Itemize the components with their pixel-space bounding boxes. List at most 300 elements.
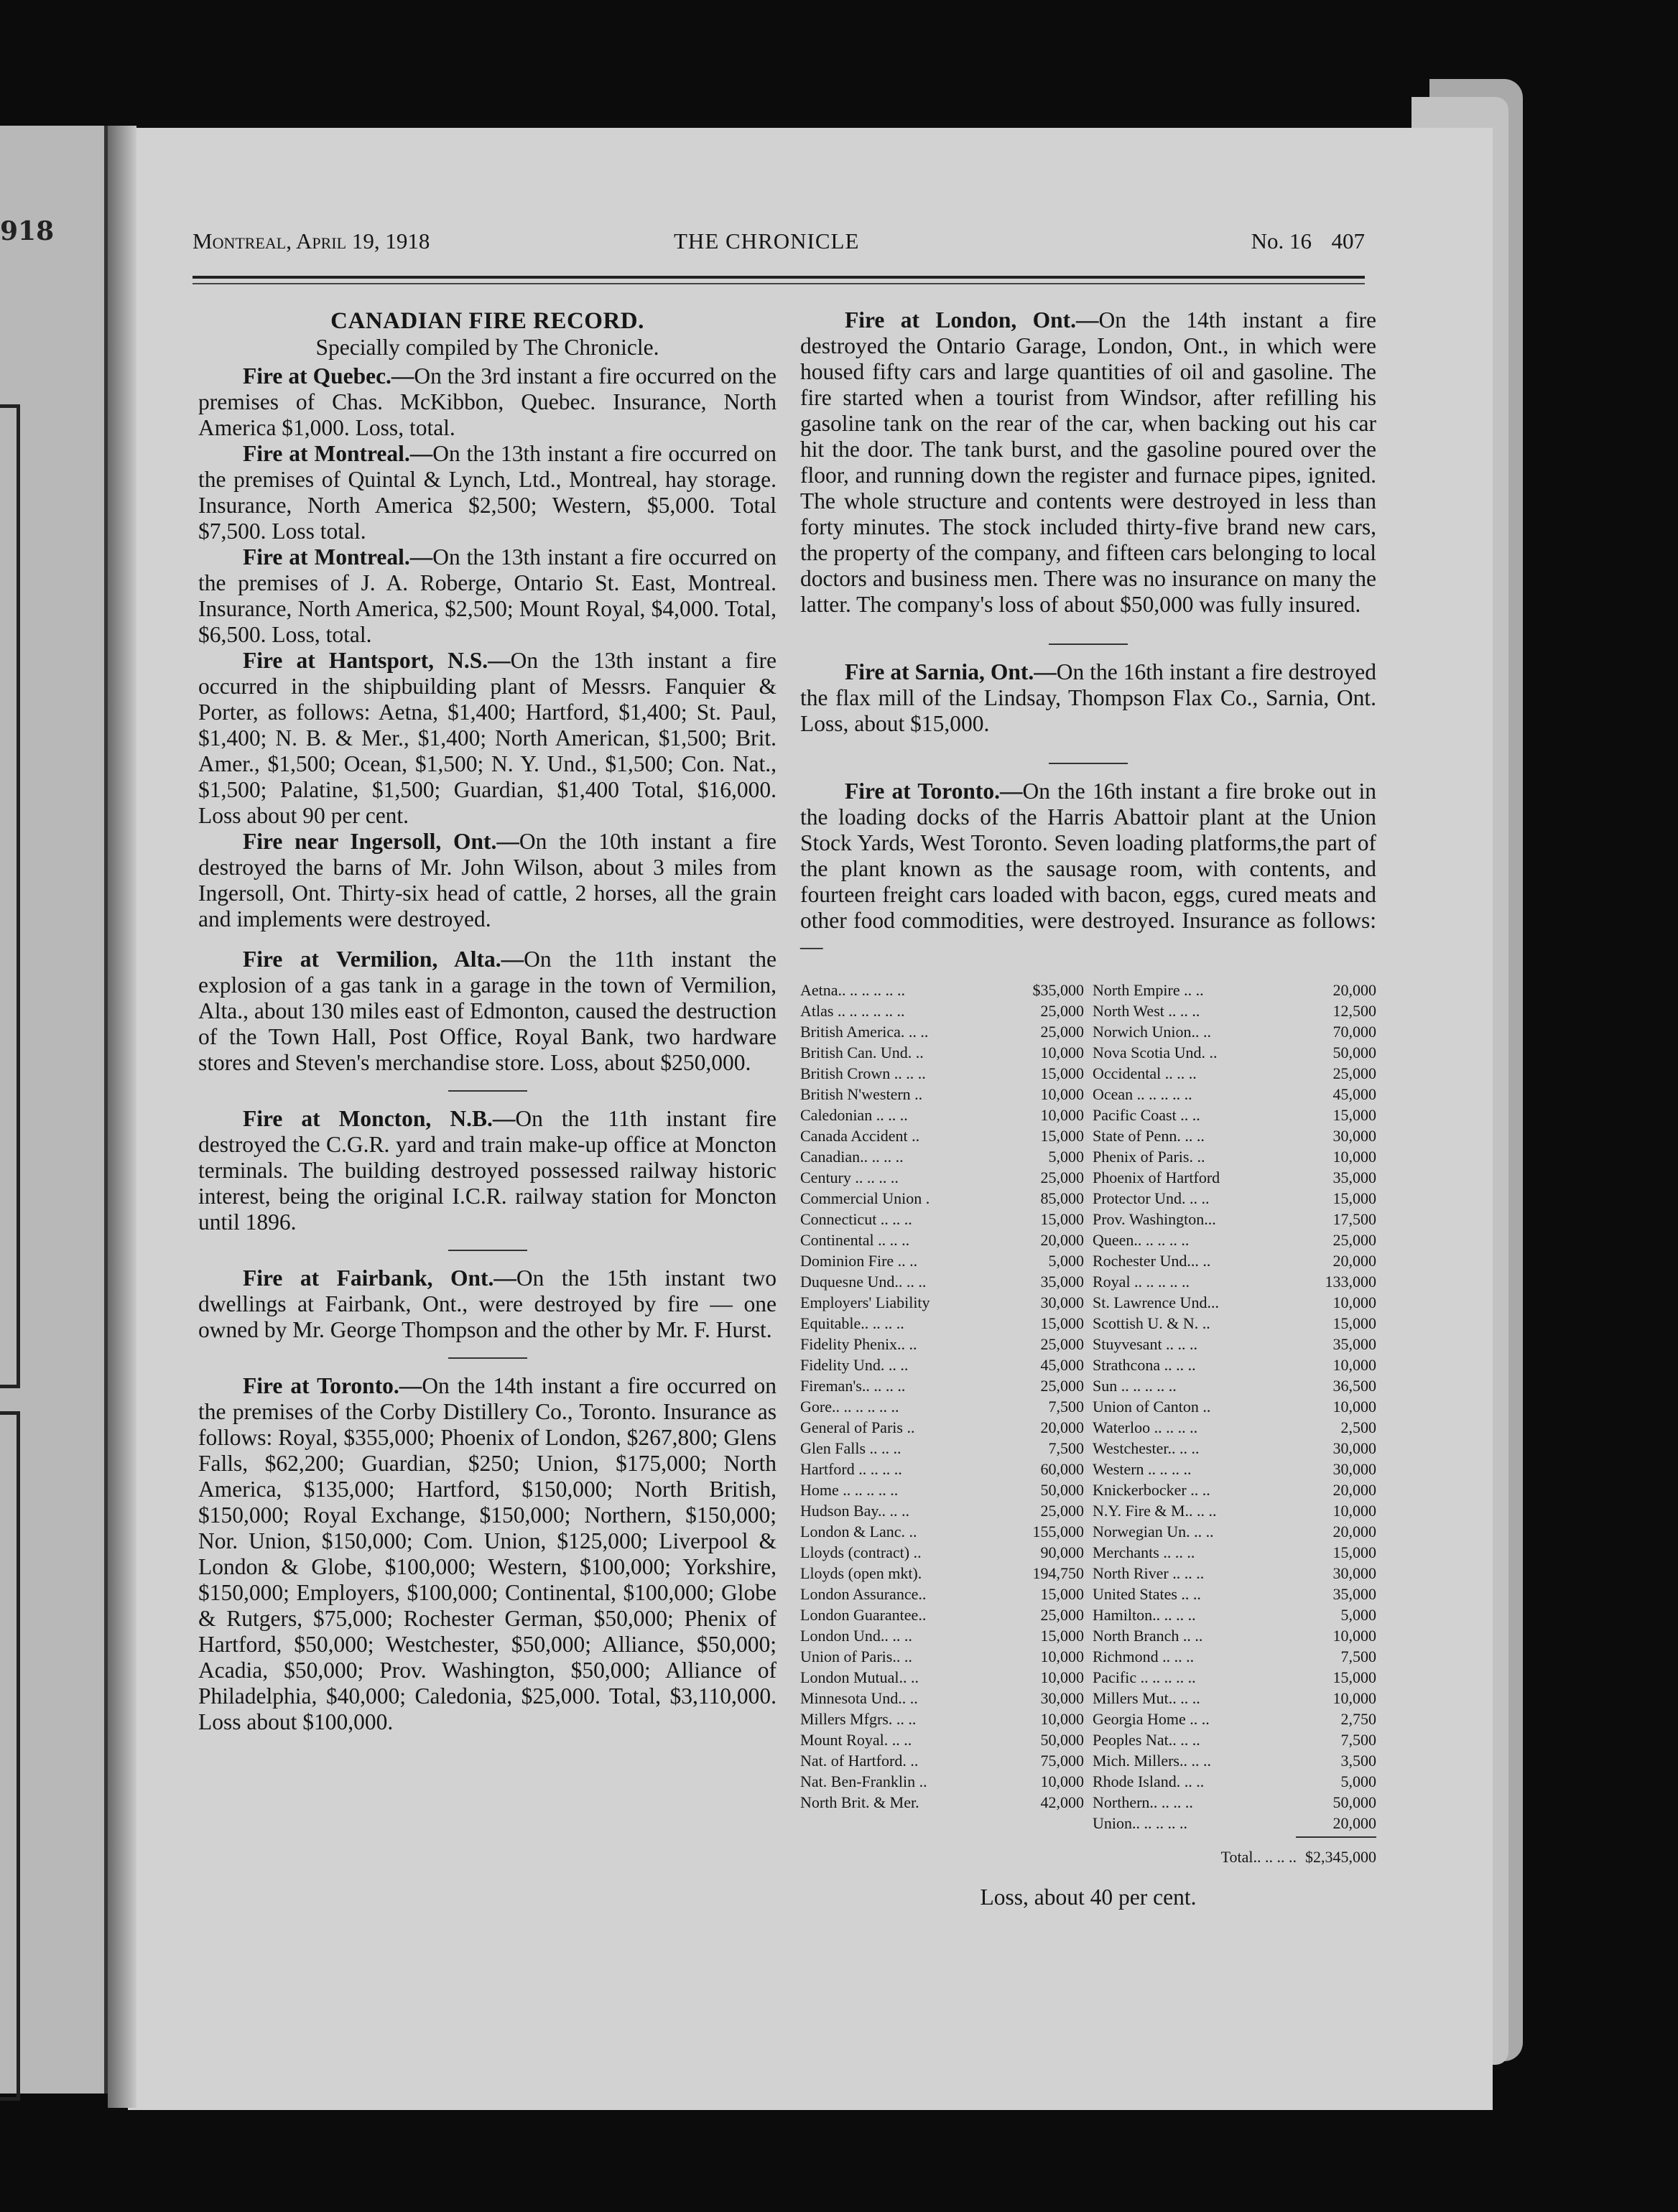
insurance-row (800, 1188, 1084, 1209)
insurance-row (1093, 1209, 1376, 1230)
insurance-amount: 20,000 (1332, 1481, 1376, 1499)
left-column (198, 307, 777, 1735)
insurance-amount: 50,000 (1332, 1793, 1376, 1811)
header-page-number: 407 (1331, 228, 1365, 254)
running-header (193, 228, 1365, 257)
insurance-row (800, 1417, 1084, 1438)
insurance-amount: $35,000 (1032, 981, 1084, 999)
insurance-company: Northern.. .. .. .. (1093, 1793, 1193, 1811)
insurance-company: Fidelity Und. .. .. (800, 1356, 909, 1374)
insurance-amount: 50,000 (1332, 1044, 1376, 1061)
insurance-company: Sun .. .. .. .. .. (1093, 1377, 1177, 1395)
binding-gutter (108, 126, 136, 2108)
fire-report-heading: Fire at Montreal.— (243, 441, 433, 466)
insurance-row (800, 1396, 1084, 1417)
insurance-amount: 30,000 (1332, 1564, 1376, 1582)
insurance-row (1093, 1417, 1376, 1438)
insurance-company: Nat. of Hartford. .. (800, 1752, 919, 1770)
insurance-row (1093, 1792, 1376, 1813)
fire-report-heading: Fire at Montreal.— (243, 544, 433, 570)
insurance-amount: 20,000 (1332, 981, 1376, 999)
insurance-amount: 7,500 (1048, 1398, 1084, 1416)
insurance-amount: 35,000 (1332, 1168, 1376, 1186)
insurance-company: Hamilton.. .. .. .. (1093, 1606, 1196, 1624)
insurance-row (800, 1063, 1084, 1084)
insurance-company: Caledonian .. .. .. (800, 1106, 908, 1124)
insurance-amount: 30,000 (1332, 1460, 1376, 1478)
insurance-row (1093, 1813, 1376, 1834)
insurance-company: Scottish U. & N. .. (1093, 1314, 1210, 1332)
insurance-company: Stuyvesant .. .. .. (1093, 1335, 1198, 1353)
insurance-table-column (800, 980, 1084, 1834)
insurance-amount: 133,000 (1325, 1273, 1376, 1291)
fire-report (198, 1373, 777, 1735)
insurance-amount: 10,000 (1040, 1106, 1084, 1124)
insurance-company: Mich. Millers.. .. .. (1093, 1752, 1211, 1770)
insurance-row (800, 1521, 1084, 1542)
insurance-company: Dominion Fire .. .. (800, 1252, 918, 1270)
insurance-row (800, 1354, 1084, 1375)
fire-report (198, 648, 777, 829)
fire-report (800, 307, 1376, 618)
insurance-row (1093, 1146, 1376, 1167)
insurance-company: Century .. .. .. .. (800, 1168, 899, 1186)
insurance-company: Hartford .. .. .. .. (800, 1460, 902, 1478)
insurance-amount: 5,000 (1048, 1252, 1084, 1270)
total-label: Total.. .. .. .. (1220, 1848, 1297, 1866)
insurance-row (800, 1479, 1084, 1500)
insurance-company: Canadian.. .. .. .. (800, 1148, 904, 1166)
insurance-amount: 30,000 (1332, 1127, 1376, 1145)
insurance-company: Glen Falls .. .. .. (800, 1439, 901, 1457)
previous-page-frame (0, 1411, 20, 2101)
insurance-company: Nova Scotia Und. .. (1093, 1044, 1218, 1061)
fire-report-heading: Fire at Hantsport, N.S.— (243, 648, 511, 673)
insurance-company: Aetna.. .. .. .. .. .. (800, 981, 906, 999)
insurance-row (800, 1375, 1084, 1396)
fire-report-heading: Fire at Fairbank, Ont.— (243, 1265, 516, 1291)
insurance-amount: 35,000 (1040, 1273, 1084, 1291)
insurance-amount: 45,000 (1040, 1356, 1084, 1374)
insurance-amount: 15,000 (1332, 1543, 1376, 1561)
insurance-amount: 5,000 (1340, 1606, 1376, 1624)
insurance-company: Ocean .. .. .. .. .. (1093, 1085, 1192, 1103)
insurance-company: Protector Und. .. .. (1093, 1189, 1210, 1207)
fire-report-text: On the 15th instant two dwellings at Fairbank, Ont., were destroyed by fire — one owned by Mr. George Thompson and the other by Mr. F. Hurst. (198, 1265, 777, 1342)
insurance-amount: 25,000 (1040, 1377, 1084, 1395)
insurance-company: Union of Paris.. .. (800, 1648, 912, 1665)
insurance-row (1093, 1063, 1376, 1084)
insurance-amount: 155,000 (1032, 1523, 1084, 1540)
insurance-row (1093, 1230, 1376, 1250)
insurance-amount: 42,000 (1040, 1793, 1084, 1811)
insurance-company: Millers Mut.. .. .. (1093, 1689, 1200, 1707)
insurance-amount: 15,000 (1332, 1189, 1376, 1207)
insurance-company: North West .. .. .. (1093, 1002, 1200, 1020)
header-title: THE CHRONICLE (674, 228, 860, 254)
insurance-amount: 20,000 (1332, 1523, 1376, 1540)
insurance-company: North Brit. & Mer. (800, 1793, 919, 1811)
insurance-company: Phenix of Paris. .. (1093, 1148, 1205, 1166)
insurance-amount: 10,000 (1040, 1044, 1084, 1061)
insurance-company: General of Paris .. (800, 1418, 915, 1436)
insurance-row (800, 1750, 1084, 1771)
insurance-row (1093, 1396, 1376, 1417)
insurance-company: North Empire .. .. (1093, 981, 1204, 999)
insurance-row (1093, 1125, 1376, 1146)
fire-report-text: On the 3rd instant a fire occurred on the premises of Chas. McKibbon, Quebec. Insurance, North America $1,000. Loss, total. (198, 363, 777, 440)
insurance-company: Canada Accident .. (800, 1127, 920, 1145)
insurance-amount: 90,000 (1040, 1543, 1084, 1561)
fire-report-heading: Fire at Moncton, N.B.— (243, 1106, 516, 1131)
insurance-amount: 17,500 (1332, 1210, 1376, 1228)
insurance-row (1093, 1563, 1376, 1584)
insurance-row (1093, 1584, 1376, 1604)
fire-report-heading: Fire at Toronto.— (845, 779, 1023, 804)
insurance-row (800, 1250, 1084, 1271)
insurance-row (1093, 1438, 1376, 1459)
insurance-amount: 12,500 (1332, 1002, 1376, 1020)
insurance-amount: 7,500 (1340, 1648, 1376, 1665)
insurance-company: Union.. .. .. .. .. (1093, 1814, 1187, 1832)
insurance-company: Norwich Union.. .. (1093, 1023, 1211, 1041)
fire-report-heading: Fire near Ingersoll, Ont.— (243, 829, 519, 854)
insurance-row (800, 1021, 1084, 1042)
insurance-amount: 25,000 (1332, 1231, 1376, 1249)
insurance-company: British Can. Und. .. (800, 1044, 924, 1061)
insurance-row (800, 1292, 1084, 1313)
insurance-company: London Und.. .. .. (800, 1627, 912, 1645)
fire-report (198, 1265, 777, 1343)
insurance-amount: 2,500 (1340, 1418, 1376, 1436)
fire-report-text: On the 11th instant the explosion of a gas tank in a garage in the town of Vermilion, Alta., about 130 miles east of Edmonton, caused the destruction of the Town Hall, Post Office, Royal Bank, two hardware stores and Steven's merchandise store. Loss, about $250,000. (198, 947, 777, 1075)
insurance-row (800, 1584, 1084, 1604)
insurance-row (800, 1625, 1084, 1646)
insurance-company: St. Lawrence Und... (1093, 1293, 1219, 1311)
insurance-row (1093, 1500, 1376, 1521)
insurance-amount: 75,000 (1040, 1752, 1084, 1770)
insurance-table (800, 980, 1376, 1834)
insurance-company: Fidelity Phenix.. .. (800, 1335, 917, 1353)
insurance-amount: 15,000 (1332, 1106, 1376, 1124)
insurance-company: State of Penn. .. .. (1093, 1127, 1205, 1145)
insurance-row (1093, 1625, 1376, 1646)
insurance-row (1093, 1354, 1376, 1375)
insurance-row (800, 1709, 1084, 1729)
total-amount: $2,345,000 (1305, 1848, 1376, 1866)
insurance-amount: 15,000 (1040, 1210, 1084, 1228)
insurance-company: Gore.. .. .. .. .. .. (800, 1398, 899, 1416)
insurance-amount: 10,000 (1040, 1648, 1084, 1665)
insurance-company: Lloyds (open mkt). (800, 1564, 922, 1582)
insurance-amount: 15,000 (1040, 1127, 1084, 1145)
insurance-company: Union of Canton .. (1093, 1398, 1211, 1416)
insurance-row (1093, 1729, 1376, 1750)
total-rule (1296, 1836, 1376, 1838)
insurance-row (1093, 1313, 1376, 1334)
insurance-amount: 10,000 (1332, 1148, 1376, 1166)
insurance-company: Duquesne Und.. .. .. (800, 1273, 927, 1291)
insurance-amount: 10,000 (1040, 1772, 1084, 1790)
previous-page-number: 918 (0, 216, 55, 246)
insurance-amount: 25,000 (1040, 1168, 1084, 1186)
header-issue-number: No. 16 (1251, 228, 1312, 254)
section-title: CANADIAN FIRE RECORD. (330, 308, 644, 334)
insurance-amount: 10,000 (1332, 1356, 1376, 1374)
fire-report (198, 544, 777, 648)
insurance-company: Peoples Nat.. .. .. (1093, 1731, 1200, 1749)
insurance-company: Commercial Union . (800, 1189, 930, 1207)
insurance-row (1093, 1334, 1376, 1354)
insurance-company: Rhode Island. .. .. (1093, 1772, 1205, 1790)
insurance-row (800, 1084, 1084, 1105)
insurance-amount: 15,000 (1040, 1627, 1084, 1645)
insurance-amount: 10,000 (1332, 1627, 1376, 1645)
insurance-row (1093, 980, 1376, 1000)
fire-report-text: On the 16th instant a fire destroyed the flax mill of the Lindsay, Thompson Flax Co., Sarnia, Ont. Loss, about $15,000. (800, 659, 1376, 736)
insurance-amount: 25,000 (1040, 1002, 1084, 1020)
insurance-company: British America. .. .. (800, 1023, 929, 1041)
insurance-company: Royal .. .. .. .. .. (1093, 1273, 1190, 1291)
insurance-company: North River .. .. .. (1093, 1564, 1205, 1582)
insurance-company: Rochester Und... .. (1093, 1252, 1211, 1270)
insurance-amount: 15,000 (1332, 1668, 1376, 1686)
insurance-amount: 2,750 (1340, 1710, 1376, 1728)
insurance-row (800, 1604, 1084, 1625)
insurance-amount: 20,000 (1040, 1418, 1084, 1436)
insurance-amount: 5,000 (1048, 1148, 1084, 1166)
insurance-row (1093, 1688, 1376, 1709)
insurance-row (800, 1688, 1084, 1709)
fire-report-text: On the 14th instant a fire occurred on the premises of the Corby Distillery Co., Toronto. Insurance as follows: Royal, $355,000; Phoenix of London, $267,800; Glens Falls, $62,200; Guardian, $250; Union, $175,000; North America, $135,000; Hartford, $150,000; North British, $150,000; Royal Exchange, $150,000; Northern, $150,000; Nor. Union, $150,000; Com. Union, $125,000; Liverpool & London & Globe, $100,000; Western, $100,000; Yorkshire, $150,000; Employers, $100,000; Continental, $100,000; Globe & Rutgers, $75,000; Rochester German, $50,000; Phenix of Hartford, $50,000; Westchester, $50,000; Alliance, $50,000; Acadia, $50,000; Prov. Washington, $50,000; Alliance of Philadelphia, $40,000; Caledonia, $25,000. Total, $3,110,000. Loss about $100,000. (198, 1373, 777, 1734)
insurance-amount: 25,000 (1040, 1606, 1084, 1624)
fire-report (800, 659, 1376, 737)
previous-page-frame (0, 404, 20, 1388)
insurance-row (800, 1042, 1084, 1063)
insurance-amount: 3,500 (1340, 1752, 1376, 1770)
insurance-table-column (1093, 980, 1376, 1834)
header-rule (193, 276, 1365, 279)
insurance-amount: 10,000 (1332, 1398, 1376, 1416)
insurance-company: London Assurance.. (800, 1585, 927, 1603)
header-date: Montreal, April 19, 1918 (193, 228, 430, 254)
insurance-amount: 194,750 (1032, 1564, 1084, 1582)
insurance-company: Western .. .. .. .. (1093, 1460, 1192, 1478)
insurance-amount: 15,000 (1040, 1585, 1084, 1603)
fire-report-text: On the 13th instant a fire occurred in the shipbuilding plant of Messrs. Fanquier & Porter, as follows: Aetna, $1,400; Hartford, $1,400; St. Paul, $1,400; N. B. & Mer., $1,400; North American, $1,500; Brit. Amer., $1,500; Ocean, $1,500; N. Y. Und., $1,500; Con. Nat., $1,500; Palatine, $1,500; Guardian, $1,400 Total, $16,000. Loss about 90 per cent. (198, 648, 777, 828)
insurance-row (1093, 1271, 1376, 1292)
insurance-row (1093, 1521, 1376, 1542)
insurance-row (800, 1563, 1084, 1584)
insurance-company: Prov. Washington... (1093, 1210, 1216, 1228)
insurance-row (1093, 1709, 1376, 1729)
section-subtitle: Specially compiled by The Chronicle. (315, 335, 659, 360)
insurance-amount: 10,000 (1040, 1085, 1084, 1103)
insurance-row (1093, 1021, 1376, 1042)
insurance-amount: 5,000 (1340, 1772, 1376, 1790)
insurance-company: Richmond .. .. .. (1093, 1648, 1195, 1665)
insurance-amount: 60,000 (1040, 1460, 1084, 1478)
insurance-company: Hudson Bay.. .. .. (800, 1502, 909, 1520)
insurance-row (800, 1542, 1084, 1563)
right-column (800, 307, 1376, 1910)
insurance-amount: 36,500 (1332, 1377, 1376, 1395)
insurance-amount: 25,000 (1040, 1502, 1084, 1520)
insurance-row (800, 980, 1084, 1000)
fire-report-heading: Fire at London, Ont.— (845, 307, 1099, 333)
insurance-amount: 85,000 (1040, 1189, 1084, 1207)
insurance-company: Georgia Home .. .. (1093, 1710, 1210, 1728)
insurance-row (1093, 1646, 1376, 1667)
insurance-row (800, 1105, 1084, 1125)
insurance-company: Occidental .. .. .. (1093, 1064, 1197, 1082)
fire-report-heading: Fire at Sarnia, Ont.— (845, 659, 1057, 684)
insurance-company: Lloyds (contract) .. (800, 1543, 922, 1561)
insurance-amount: 7,500 (1048, 1439, 1084, 1457)
insurance-amount: 20,000 (1332, 1252, 1376, 1270)
insurance-row (800, 1313, 1084, 1334)
insurance-row (1093, 1459, 1376, 1479)
insurance-company: British Crown .. .. .. (800, 1064, 926, 1082)
insurance-amount: 15,000 (1332, 1314, 1376, 1332)
fire-report-text: On the 11th instant fire destroyed the C.G.R. yard and train make-up office at Moncton terminals. The building destroyed possessed railway historic interest, being the original I.C.R. railway station for Moncton until 1896. (198, 1106, 777, 1235)
insurance-company: Mount Royal. .. .. (800, 1731, 912, 1749)
insurance-row (1093, 1750, 1376, 1771)
insurance-amount: 70,000 (1332, 1023, 1376, 1041)
insurance-amount: 20,000 (1332, 1814, 1376, 1832)
insurance-row (800, 1167, 1084, 1188)
insurance-amount: 10,000 (1332, 1502, 1376, 1520)
insurance-row (800, 1334, 1084, 1354)
insurance-row (1093, 1084, 1376, 1105)
insurance-amount: 10,000 (1040, 1668, 1084, 1686)
insurance-company: Nat. Ben-Franklin .. (800, 1772, 927, 1790)
insurance-company: Norwegian Un. .. .. (1093, 1523, 1214, 1540)
insurance-company: Phoenix of Hartford (1093, 1168, 1220, 1186)
insurance-row (800, 1000, 1084, 1021)
fire-report-text: On the 13th instant a fire occurred on the premises of Quintal & Lynch, Ltd., Montreal, hay storage. Insurance, North America $2,500; Western, $5,000. Total $7,500. Loss total. (198, 441, 777, 544)
fire-report-heading: Fire at Toronto.— (243, 1373, 422, 1398)
insurance-company: Connecticut .. .. .. (800, 1210, 912, 1228)
fire-report (198, 829, 777, 932)
insurance-company: Millers Mfgrs. .. .. (800, 1710, 917, 1728)
insurance-row (1093, 1250, 1376, 1271)
insurance-row (1093, 1375, 1376, 1396)
insurance-amount: 35,000 (1332, 1585, 1376, 1603)
insurance-row (1093, 1667, 1376, 1688)
insurance-row (800, 1271, 1084, 1292)
fire-report (198, 1106, 777, 1235)
insurance-row (1093, 1188, 1376, 1209)
insurance-amount: 7,500 (1340, 1731, 1376, 1749)
insurance-amount: 30,000 (1040, 1293, 1084, 1311)
insurance-amount: 45,000 (1332, 1085, 1376, 1103)
previous-page-edge (0, 126, 108, 2094)
fire-report-text: On the 10th instant a fire destroyed the barns of Mr. John Wilson, about 3 miles from Ingersoll, Ont. Thirty-six head of cattle, 2 horses, all the grain and implements were destroyed. (198, 829, 777, 931)
insurance-amount: 25,000 (1332, 1064, 1376, 1082)
insurance-company: Home .. .. .. .. .. (800, 1481, 899, 1499)
fire-report-text: On the 16th instant a fire broke out in the loading docks of the Harris Abattoir plant at the Union Stock Yards, West Toronto. Seven loading platforms,the part of the plant known as the sausage room, with contents, and fourteen freight cars loaded with bacon, eggs, cured meats and other food commodities, were destroyed. Insurance as follows:— (800, 779, 1376, 959)
fire-report (198, 363, 777, 441)
insurance-amount: 50,000 (1040, 1481, 1084, 1499)
insurance-company: Pacific Coast .. .. (1093, 1106, 1200, 1124)
insurance-total (800, 1844, 1376, 1867)
fire-report (198, 947, 777, 1076)
insurance-row (800, 1646, 1084, 1667)
insurance-row (800, 1792, 1084, 1813)
insurance-row (800, 1771, 1084, 1792)
insurance-amount: 10,000 (1332, 1689, 1376, 1707)
insurance-row (800, 1146, 1084, 1167)
insurance-row (1093, 1479, 1376, 1500)
fire-report-text: On the 14th instant a fire destroyed the Ontario Garage, London, Ont., in which were housed fifty cars and large quantities of oil and gasoline. The fire started when a tourist from Windsor, after refilling his gasoline tank on the rear of the car, when backing out his car hit the door. The tank burst, and the gasoline poured over the floor, and running down the register and furnace pipes, ignited. The whole structure and contents were destroyed in less than forty minutes. The stock included thirty-five brand new cars, the property of the company, and fifteen cars belonging to local doctors and business men. There was no insurance on many the latter. The company's loss of about $50,000 was fully insured. (800, 307, 1376, 617)
insurance-row (1093, 1042, 1376, 1063)
insurance-company: Minnesota Und.. .. (800, 1689, 918, 1707)
fire-report (800, 779, 1376, 959)
insurance-row (1093, 1292, 1376, 1313)
insurance-company: Employers' Liability (800, 1293, 930, 1311)
insurance-company: Atlas .. .. .. .. .. .. (800, 1002, 905, 1020)
insurance-amount: 15,000 (1040, 1314, 1084, 1332)
header-rule (193, 283, 1365, 284)
insurance-company: London Guarantee.. (800, 1606, 927, 1624)
fire-report (198, 441, 777, 544)
insurance-row (800, 1230, 1084, 1250)
insurance-amount: 25,000 (1040, 1335, 1084, 1353)
insurance-company: N.Y. Fire & M.. .. .. (1093, 1502, 1217, 1520)
insurance-company: British N'western .. (800, 1085, 923, 1103)
insurance-amount: 30,000 (1332, 1439, 1376, 1457)
insurance-row (1093, 1105, 1376, 1125)
insurance-amount: 20,000 (1040, 1231, 1084, 1249)
insurance-company: Waterloo .. .. .. .. (1093, 1418, 1198, 1436)
insurance-amount: 10,000 (1332, 1293, 1376, 1311)
loss-statement: Loss, about 40 per cent. (980, 1885, 1197, 1910)
insurance-company: Pacific .. .. .. .. .. (1093, 1668, 1196, 1686)
insurance-company: London Mutual.. .. (800, 1668, 919, 1686)
insurance-row (800, 1125, 1084, 1146)
fire-report-text: On the 13th instant a fire occurred on the premises of J. A. Roberge, Ontario St. East, Montreal. Insurance, North America, $2,500; Mount Royal, $4,000. Total, $6,500. Loss, total. (198, 544, 777, 647)
insurance-row (1093, 1604, 1376, 1625)
insurance-row (800, 1500, 1084, 1521)
insurance-company: United States .. .. (1093, 1585, 1201, 1603)
insurance-company: Westchester.. .. .. (1093, 1439, 1200, 1457)
insurance-row (800, 1667, 1084, 1688)
insurance-company: Equitable.. .. .. .. (800, 1314, 904, 1332)
fire-report-heading: Fire at Vermilion, Alta.— (243, 947, 524, 972)
insurance-amount: 50,000 (1040, 1731, 1084, 1749)
insurance-amount: 35,000 (1332, 1335, 1376, 1353)
insurance-amount: 10,000 (1040, 1710, 1084, 1728)
insurance-row (1093, 1000, 1376, 1021)
insurance-row (800, 1729, 1084, 1750)
insurance-company: Knickerbocker .. .. (1093, 1481, 1210, 1499)
insurance-row (800, 1459, 1084, 1479)
insurance-row (800, 1438, 1084, 1459)
insurance-row (800, 1209, 1084, 1230)
insurance-amount: 30,000 (1040, 1689, 1084, 1707)
insurance-company: London & Lanc. .. (800, 1523, 917, 1540)
insurance-company: North Branch .. .. (1093, 1627, 1203, 1645)
insurance-company: Queen.. .. .. .. .. (1093, 1231, 1190, 1249)
fire-report-heading: Fire at Quebec.— (243, 363, 414, 389)
insurance-row (1093, 1771, 1376, 1792)
insurance-company: Merchants .. .. .. (1093, 1543, 1195, 1561)
insurance-company: Fireman's.. .. .. .. (800, 1377, 906, 1395)
insurance-row (1093, 1542, 1376, 1563)
insurance-amount: 25,000 (1040, 1023, 1084, 1041)
insurance-amount: 15,000 (1040, 1064, 1084, 1082)
